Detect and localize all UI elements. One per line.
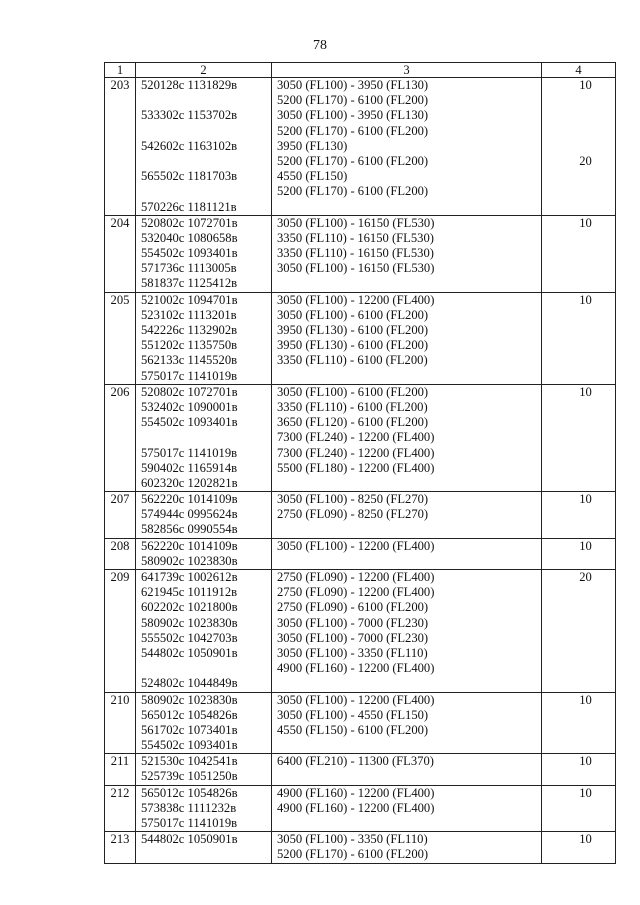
level-line [272, 816, 541, 831]
level-line: 4900 (FL160) - 12200 (FL400) [277, 785, 435, 800]
row-number: 204 [110, 215, 130, 230]
table-row [105, 78, 616, 216]
table-row [105, 754, 616, 785]
coordinate-line: 521530с 1042541в [141, 754, 238, 769]
value-line [542, 676, 615, 691]
row-number: 209 [110, 570, 130, 584]
row-number-cell [105, 570, 136, 693]
value-cell [542, 570, 616, 693]
value-cell [542, 492, 616, 539]
value-line [542, 723, 615, 738]
row-number: 211 [110, 754, 130, 769]
coordinate-line: 520802с 1072701в [141, 215, 238, 230]
value-line [542, 554, 615, 569]
value-line [542, 430, 615, 445]
level-line [272, 276, 541, 291]
coordinates-cell [136, 692, 272, 754]
level-line: 3050 (FL100) - 3950 (FL130) [277, 108, 429, 123]
coordinate-line: 523102с 1113201в [141, 307, 237, 322]
coordinate-line: 565012с 1054826в [141, 707, 238, 722]
value-line [542, 461, 615, 476]
value-line [542, 616, 615, 631]
row-number-cell [105, 785, 136, 832]
value-cell [542, 292, 616, 384]
level-line: 5200 (FL170) - 6100 (FL200) [277, 184, 429, 199]
table-row [105, 538, 616, 569]
value-line [542, 661, 615, 676]
coordinate-line [136, 93, 271, 108]
value-line: 20 [579, 153, 592, 168]
level-line [272, 554, 541, 569]
coordinates-cell [136, 785, 272, 832]
coordinate-line [136, 847, 271, 862]
level-line: 7300 (FL240) - 12200 (FL400) [277, 430, 435, 445]
level-line: 4550 (FL150) - 6100 (FL200) [277, 722, 429, 737]
coordinates-cell [136, 754, 272, 785]
coordinate-line [136, 124, 271, 139]
level-cell [272, 832, 542, 863]
level-cell [272, 292, 542, 384]
coordinate-line: 621945с 1011912в [141, 585, 238, 600]
value-line [542, 585, 615, 600]
value-line [542, 507, 615, 522]
value-line: 10 [579, 832, 592, 847]
row-number: 206 [110, 384, 130, 399]
coordinates-cell [136, 832, 272, 863]
value-line [542, 231, 615, 246]
row-number: 212 [110, 785, 130, 800]
level-line: 3350 (FL110) - 6100 (FL200) [277, 399, 428, 414]
value-line [542, 400, 615, 415]
value-line [542, 415, 615, 430]
value-line [542, 124, 615, 139]
value-line [542, 338, 615, 353]
level-line: 3050 (FL100) - 7000 (FL230) [277, 615, 429, 630]
value-line [542, 769, 615, 784]
value-line [542, 522, 615, 537]
coordinate-line: 575017с 1141019в [141, 445, 238, 460]
level-line: 2750 (FL090) - 12200 (FL400) [277, 570, 435, 584]
value-line [542, 631, 615, 646]
page-number: 78 [313, 38, 327, 53]
value-line [542, 801, 615, 816]
level-line: 3050 (FL100) - 6100 (FL200) [277, 384, 429, 399]
value-line [542, 108, 615, 123]
row-number: 208 [110, 538, 130, 553]
table-body [105, 78, 616, 864]
coordinate-line [136, 154, 271, 169]
level-line: 4550 (FL150) [277, 169, 348, 184]
value-line [542, 738, 615, 753]
row-number-cell [105, 78, 136, 216]
coordinate-line: 520802с 1072701в [141, 384, 238, 399]
coordinate-line: 542602с 1163102в [141, 138, 238, 153]
coordinate-line: 544802с 1050901в [141, 645, 238, 660]
column-header-3: 3 [272, 63, 542, 78]
level-line [272, 738, 541, 753]
row-number: 210 [110, 692, 130, 707]
value-line: 10 [579, 492, 592, 507]
coordinate-line [136, 661, 271, 676]
coordinate-line: 641739с 1002612в [141, 570, 238, 584]
level-line: 3350 (FL110) - 6100 (FL200) [277, 353, 428, 368]
level-line [272, 369, 541, 384]
level-line: 3950 (FL130) - 6100 (FL200) [277, 323, 429, 337]
coordinate-line: 580902с 1023830в [141, 615, 238, 630]
coordinate-line: 554502с 1093401в [141, 738, 238, 753]
row-number-cell [105, 754, 136, 785]
level-cell [272, 215, 542, 292]
value-line: 20 [579, 570, 592, 584]
level-line: 3050 (FL100) - 12200 (FL400) [277, 292, 435, 307]
coordinate-line: 524802с 1044849в [141, 676, 238, 691]
level-line: 4900 (FL160) - 12200 (FL400) [277, 661, 435, 676]
value-line [542, 200, 615, 215]
coordinate-line: 520128с 1131829в [141, 78, 238, 92]
level-line: 7300 (FL240) - 12200 (FL400) [277, 445, 435, 460]
level-line [272, 476, 541, 491]
coordinate-line: 532402с 1090001в [141, 399, 238, 414]
coordinates-cell [136, 492, 272, 539]
coordinate-line: 573838с 1111232в [141, 800, 237, 815]
level-line: 3050 (FL100) - 3950 (FL130) [277, 78, 429, 92]
row-number-cell [105, 492, 136, 539]
level-line: 2750 (FL090) - 12200 (FL400) [277, 585, 435, 600]
row-number-cell [105, 692, 136, 754]
value-cell [542, 832, 616, 863]
value-line [542, 139, 615, 154]
coordinate-line: 521002с 1094701в [141, 292, 238, 307]
row-number-cell [105, 832, 136, 863]
value-line [542, 184, 615, 199]
value-line [542, 446, 615, 461]
coordinate-line: 533302с 1153702в [141, 108, 238, 123]
coordinates-cell [136, 78, 272, 216]
value-line [542, 323, 615, 338]
level-line: 5200 (FL170) - 6100 (FL200) [277, 847, 429, 862]
table-row [105, 832, 616, 863]
value-cell [542, 215, 616, 292]
coordinates-cell [136, 215, 272, 292]
level-line: 3050 (FL100) - 7000 (FL230) [277, 630, 429, 645]
airspace-table [104, 62, 616, 864]
coordinate-line: 554502с 1093401в [141, 415, 238, 430]
row-number-cell [105, 538, 136, 569]
value-line [542, 169, 615, 184]
coordinate-line: 575017с 1141019в [141, 368, 238, 383]
value-line: 10 [579, 538, 592, 553]
coordinate-line: 602202с 1021800в [141, 600, 238, 615]
level-line: 3050 (FL100) - 16150 (FL530) [277, 215, 435, 230]
level-cell [272, 538, 542, 569]
level-line: 5200 (FL170) - 6100 (FL200) [277, 153, 429, 168]
value-line: 10 [579, 78, 592, 92]
row-number: 203 [110, 78, 130, 92]
coordinate-line: 562220с 1014109в [141, 538, 238, 553]
value-cell [542, 785, 616, 832]
value-line: 10 [579, 754, 592, 769]
table-row [105, 492, 616, 539]
coordinate-line: 544802с 1050901в [141, 832, 238, 847]
coordinate-line: 581837с 1125412в [141, 276, 238, 291]
level-line: 3650 (FL120) - 6100 (FL200) [277, 415, 429, 430]
coordinate-line: 580902с 1023830в [141, 692, 238, 707]
level-line: 3350 (FL110) - 16150 (FL530) [277, 230, 434, 245]
level-line: 3350 (FL110) - 16150 (FL530) [277, 246, 434, 261]
value-line [542, 308, 615, 323]
coordinate-line: 580902с 1023830в [141, 553, 238, 568]
column-header-1: 1 [105, 63, 136, 78]
level-line: 3050 (FL100) - 16150 (FL530) [277, 261, 435, 276]
value-line [542, 847, 615, 862]
value-cell [542, 78, 616, 216]
coordinates-cell [136, 538, 272, 569]
coordinate-line: 571736с 1113005в [141, 261, 237, 276]
value-line: 10 [579, 384, 592, 399]
coordinate-line: 542226с 1132902в [141, 323, 238, 337]
value-line: 10 [579, 692, 592, 707]
level-line: 2750 (FL090) - 6100 (FL200) [277, 600, 429, 615]
coordinates-cell [136, 384, 272, 491]
level-line: 3950 (FL130) [277, 138, 348, 153]
level-line [272, 676, 541, 691]
level-line: 5500 (FL180) - 12200 (FL400) [277, 460, 435, 475]
coordinate-line: 532040с 1080658в [141, 230, 238, 245]
level-line: 3050 (FL100) - 3350 (FL110) [277, 645, 428, 660]
value-cell [542, 754, 616, 785]
row-number-cell [105, 384, 136, 491]
value-line [542, 476, 615, 491]
level-line [272, 200, 541, 215]
coordinate-line: 525739с 1051250в [141, 769, 238, 784]
value-line: 10 [579, 215, 592, 230]
table-row [105, 785, 616, 832]
level-cell [272, 492, 542, 539]
level-line [272, 522, 541, 537]
level-cell [272, 754, 542, 785]
value-line [542, 600, 615, 615]
level-line [272, 769, 541, 784]
value-line [542, 369, 615, 384]
coordinate-line: 602320с 1202821в [141, 475, 238, 490]
level-line: 4900 (FL160) - 12200 (FL400) [277, 800, 435, 815]
value-cell [542, 692, 616, 754]
coordinate-line: 570226с 1181121в [141, 199, 237, 214]
coordinate-line: 565012с 1054826в [141, 785, 238, 800]
coordinate-line: 575017с 1141019в [141, 816, 238, 830]
header-row [105, 63, 616, 78]
row-number: 213 [110, 832, 130, 847]
coordinates-cell [136, 570, 272, 693]
value-line [542, 708, 615, 723]
level-line: 3050 (FL100) - 12200 (FL400) [277, 692, 435, 707]
level-line: 3950 (FL130) - 6100 (FL200) [277, 338, 429, 353]
level-line: 6400 (FL210) - 11300 (FL370) [277, 754, 434, 769]
table-row [105, 215, 616, 292]
coordinates-cell [136, 292, 272, 384]
coordinate-line: 554502с 1093401в [141, 246, 238, 261]
level-cell [272, 692, 542, 754]
row-number-cell [105, 215, 136, 292]
coordinate-line: 561702с 1073401в [141, 722, 238, 737]
coordinate-line: 590402с 1165914в [141, 460, 238, 475]
value-line [542, 816, 615, 831]
coordinate-line [136, 184, 271, 199]
value-line: 10 [579, 292, 592, 307]
table-row [105, 570, 616, 693]
level-cell [272, 384, 542, 491]
column-header-4: 4 [542, 63, 616, 78]
coordinate-line: 565502с 1181703в [141, 169, 238, 184]
row-number-cell [105, 292, 136, 384]
value-line [542, 353, 615, 368]
level-line: 5200 (FL170) - 6100 (FL200) [277, 93, 429, 108]
level-line: 5200 (FL170) - 6100 (FL200) [277, 123, 429, 138]
table-row [105, 692, 616, 754]
row-number: 207 [110, 492, 130, 507]
value-line [542, 276, 615, 291]
value-line [542, 646, 615, 661]
row-number: 205 [110, 292, 130, 307]
coordinate-line: 562133с 1145520в [141, 353, 238, 368]
column-header-2: 2 [136, 63, 272, 78]
level-line: 3050 (FL100) - 12200 (FL400) [277, 538, 435, 553]
coordinate-line: 582856с 0990554в [141, 522, 238, 537]
level-cell [272, 785, 542, 832]
coordinate-line: 555502с 1042703в [141, 630, 238, 645]
level-cell [272, 78, 542, 216]
coordinate-line: 562220с 1014109в [141, 492, 238, 507]
coordinate-line: 551202с 1135750в [141, 338, 238, 353]
table-row [105, 384, 616, 491]
level-cell [272, 570, 542, 693]
level-line: 3050 (FL100) - 4550 (FL150) [277, 707, 429, 722]
level-line: 2750 (FL090) - 8250 (FL270) [277, 507, 429, 522]
value-line [542, 246, 615, 261]
level-line: 3050 (FL100) - 6100 (FL200) [277, 307, 429, 322]
level-line: 3050 (FL100) - 3350 (FL110) [277, 832, 428, 847]
value-line [542, 93, 615, 108]
table-row [105, 292, 616, 384]
coordinate-line [136, 430, 271, 445]
value-line: 10 [579, 785, 592, 800]
value-cell [542, 538, 616, 569]
coordinate-line: 574944с 0995624в [141, 507, 238, 522]
value-cell [542, 384, 616, 491]
level-line: 3050 (FL100) - 8250 (FL270) [277, 492, 429, 507]
value-line [542, 261, 615, 276]
